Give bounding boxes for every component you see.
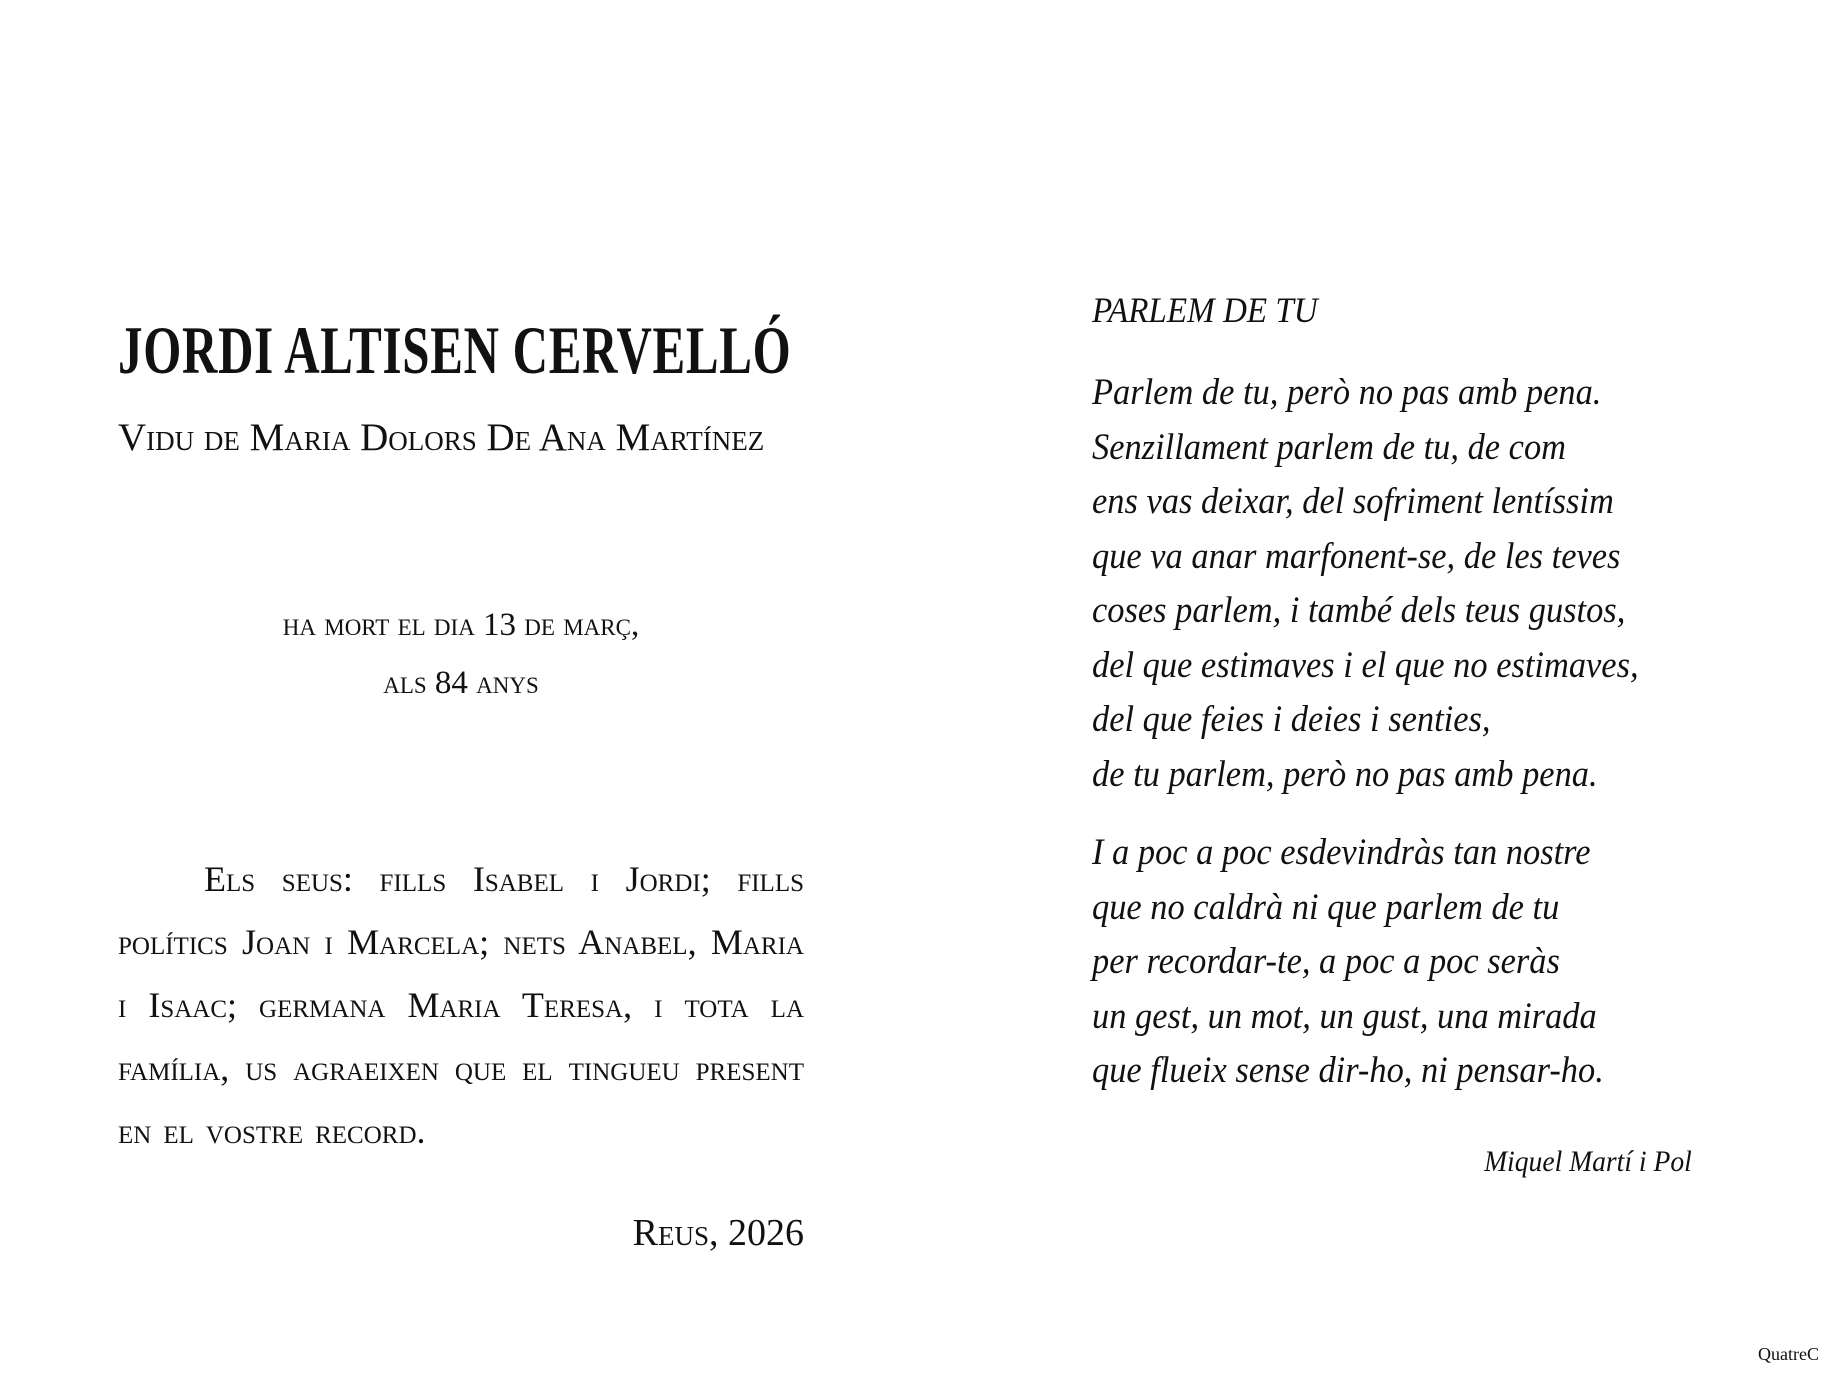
family-message: Els seus: fills Isabel i Jordi; fills polítics Joan i Marcela; nets Anabel, Maria i Isaac; germana Maria Teresa, i tota la família, us agraeixen que el tingueu present en el vostre record. [118, 859, 804, 1151]
poem-line: que no caldrà ni que parlem de tu [1092, 886, 1560, 928]
poem-line: per recordar-te, a poc a poc seràs [1092, 941, 1560, 982]
printer-brand: QuatreC [1758, 1344, 1819, 1364]
poem-author: Miquel Martí i Pol [1484, 1145, 1692, 1178]
poem-line: Parlem de tu, però no pas amb pena. [1092, 372, 1602, 413]
poem-line: de tu parlem, però no pas amb pena. [1092, 753, 1598, 795]
death-notice [118, 596, 804, 712]
poem-line: un gest, un mot, un gust, una mirada [1092, 995, 1597, 1037]
poem-line: ens vas deixar, del sofriment lentíssim [1092, 481, 1614, 522]
poem-line: del que feies i deies i senties, [1092, 699, 1491, 740]
age-line: als 84 anys [383, 665, 539, 701]
death-date-line: ha mort el dia 13 de març, [282, 607, 640, 643]
poem-title: PARLEM DE TU [1092, 290, 1318, 330]
poem-line: I a poc a poc esdevindràs tan nostre [1092, 832, 1591, 873]
deceased-name: JORDI ALTISEN CERVELLÓ [118, 312, 792, 388]
place-date: Reus, 2026 [632, 1212, 804, 1254]
widow-of-line: Vidu de Maria Dolors De Ana Martínez [118, 416, 765, 459]
poem-stanza-2 [1092, 826, 1642, 1099]
poem-line: que flueix sense dir-ho, ni pensar-ho. [1092, 1050, 1604, 1091]
poem-line: que va anar marfonent-se, de les teves [1092, 535, 1621, 577]
poem-line: coses parlem, i també dels teus gustos, [1092, 590, 1626, 631]
poem-line: Senzillament parlem de tu, de com [1092, 426, 1566, 468]
poem-line: del que estimaves i el que no estimaves, [1092, 644, 1639, 686]
poem-stanza-1 [1092, 366, 1680, 802]
